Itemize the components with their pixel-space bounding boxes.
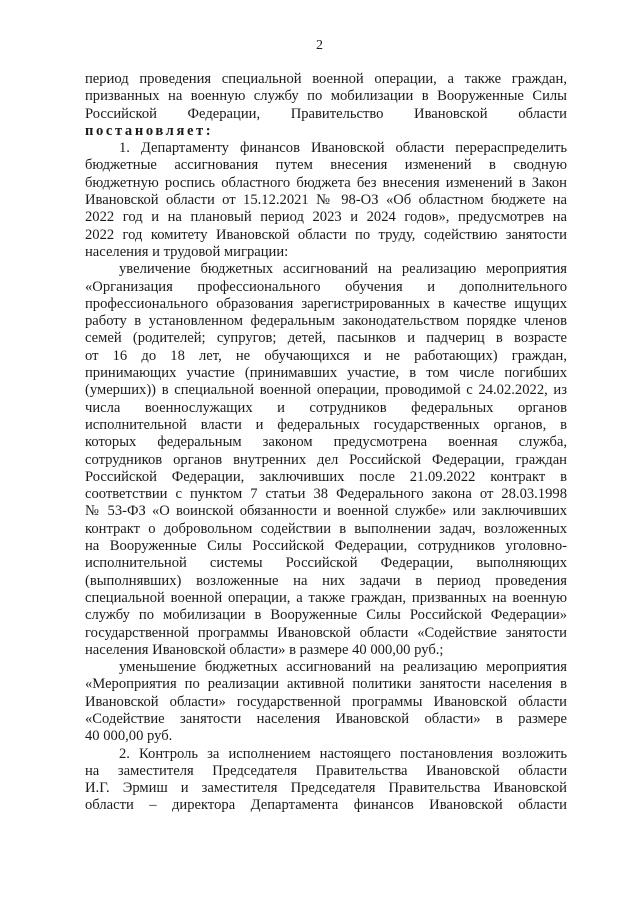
text-line: И.Г. Эрмиш и заместителя Председателя Правительства Ивановской xyxy=(85,780,567,797)
text-line: увеличение бюджетных ассигнований на реализацию мероприятия xyxy=(119,261,567,278)
text-line: 2022 год и на плановый период 2023 и 2024 годов», предусмотрев на xyxy=(85,209,567,226)
text-line: 40 000,00 руб. xyxy=(85,728,173,745)
text-line: числа военнослужащих и сотрудников федеральных органов xyxy=(85,399,567,416)
text-line: бюджетную роспись областного бюджета без внесения изменений в Закон xyxy=(85,174,567,191)
text-line: семей (родителей; супругов; детей, пасынков и падчериц в возрасте xyxy=(85,330,567,347)
text-line: населения и трудовой миграции: xyxy=(85,243,289,260)
text-line: Российской Федерации, Правительство Ивановской области xyxy=(85,105,567,122)
text-line: на заместителя Председателя Правительства Ивановской области xyxy=(85,762,567,779)
text-line: 2. Контроль за исполнением настоящего постановления возложить xyxy=(119,745,567,762)
text-line: № 53-ФЗ «О воинской обязанности и военной службе» или заключивших xyxy=(85,503,567,520)
text-line: работу в установленном федеральным законодательством порядке членов xyxy=(85,313,567,330)
text-line: принимающих участие (принимавших участие, в том числе погибших xyxy=(85,365,567,382)
text-line: постановляет: xyxy=(85,122,214,139)
text-line: Ивановской области от 15.12.2021 № 98-ОЗ «Об областном бюджете на xyxy=(85,192,567,209)
text-line: соответствии с пунктом 7 статьи 38 Федерального закона от 28.03.1998 xyxy=(85,486,567,503)
text-line: Ивановской области» государственной программы Ивановской области xyxy=(85,693,567,710)
document-body xyxy=(85,71,567,815)
text-line: «Организация профессионального обучения и дополнительного xyxy=(85,278,567,295)
text-line: 2022 год комитету Ивановской области по труду, содействию занятости xyxy=(85,226,567,243)
text-line: Российской Федерации, заключивших после 21.09.2022 контракт в xyxy=(85,468,567,485)
text-line: специальной военной операции, а также граждан, призванных на военную xyxy=(85,589,567,606)
text-line: на Вооруженные Силы Российской Федерации, сотрудников уголовно- xyxy=(85,538,567,555)
text-line: от 16 до 18 лет, не обучающихся и не работающих) граждан, xyxy=(85,347,567,364)
text-line: службу по мобилизации в Вооруженные Силы Российской Федерации» xyxy=(85,607,567,624)
page-number: 2 xyxy=(316,38,323,53)
text-line: профессионального образования зарегистрированных в качестве ищущих xyxy=(85,295,567,312)
text-line: области – директора Департамента финансов Ивановской области xyxy=(85,797,567,814)
text-line: (выполнявших) возложенные на них задачи в период проведения xyxy=(85,572,567,589)
text-line: (умерших)) в специальной военной операции, проводимой с 24.02.2022, из xyxy=(85,382,567,399)
text-line: 1. Департаменту финансов Ивановской области перераспределить xyxy=(119,140,567,157)
text-line: период проведения специальной военной операции, а также граждан, xyxy=(85,71,567,87)
text-line: бюджетные ассигнования путем внесения изменений в сводную xyxy=(85,157,567,174)
text-line: которых федеральным законом предусмотрена военная служба, xyxy=(85,434,567,451)
text-line: контракт о добровольном содействии в выполнении задач, возложенных xyxy=(85,520,567,537)
text-line: уменьшение бюджетных ассигнований на реализацию мероприятия xyxy=(119,659,567,676)
text-line: исполнительной власти и федеральных государственных органов, в xyxy=(85,416,567,433)
text-line: исполнительной системы Российской Федерации, выполняющих xyxy=(85,555,567,572)
text-line: призванных на военную службу по мобилизации в Вооруженные Силы xyxy=(85,88,567,105)
text-line: сотрудников органов внутренних дел Российской Федерации, граждан xyxy=(85,451,567,468)
text-line: населения Ивановской области» в размере 40 000,00 руб.; xyxy=(85,641,444,658)
text-line: «Содействие занятости населения Ивановской области» в размере xyxy=(85,710,567,727)
text-line: государственной программы Ивановской области «Содействие занятости xyxy=(85,624,567,641)
text-line: «Мероприятия по реализации активной политики занятости населения в xyxy=(85,676,567,693)
